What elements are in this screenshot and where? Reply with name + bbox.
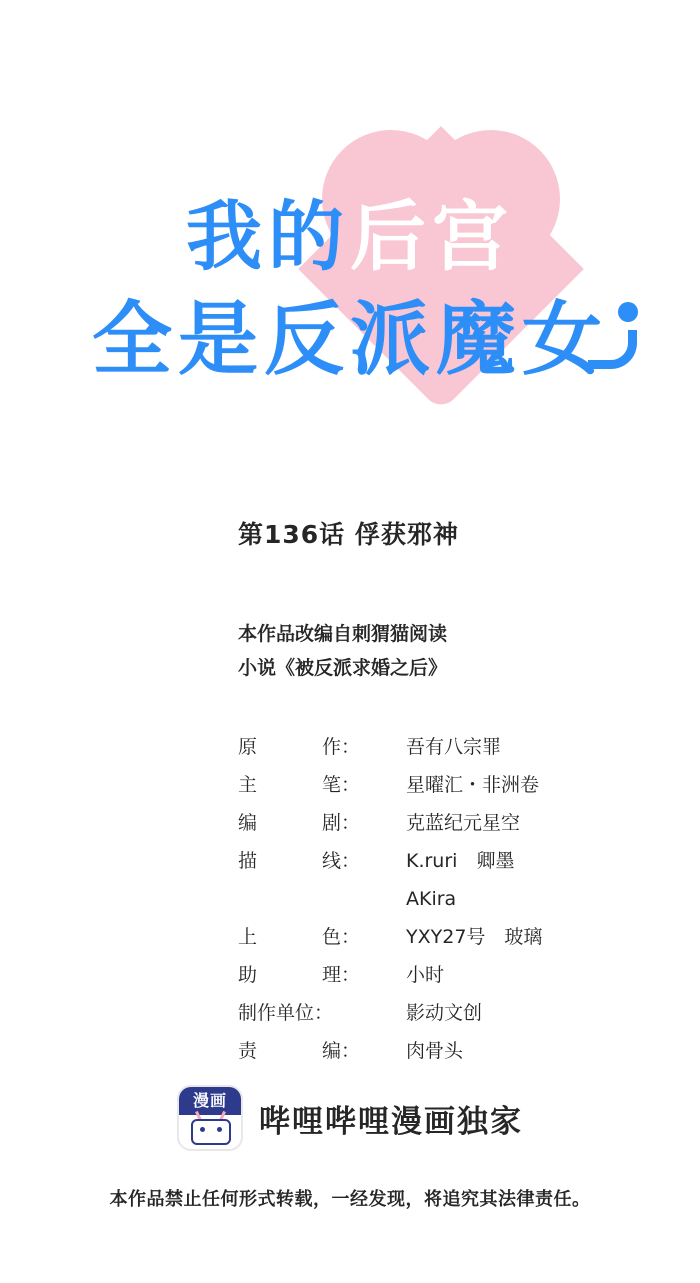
icon-label-band [179,1087,241,1115]
credit-role: 责 [238,1040,258,1062]
credit-role [238,880,322,918]
title-logo [0,120,700,420]
credit-value: 克蓝纪元星空 [406,812,521,834]
credit-value: YXY27号 玻璃 [406,926,543,948]
credit-separator: 色： [322,926,361,948]
bilibili-manga-app-icon [177,1085,243,1151]
title-line-2: 全是反派魔女 [92,293,608,386]
credit-separator [322,880,406,918]
chapter-title: 第136话 俘获邪神 [238,520,459,549]
credit-separator: 剧： [322,812,361,834]
credit-separator: 笔： [322,774,361,796]
icon-label-text: 漫画 [192,1091,227,1110]
credit-value: K.ruri 卿墨 [406,850,515,872]
icon-face [191,1119,231,1145]
credit-row [238,728,542,766]
tail-stem [588,330,637,369]
credit-row [238,918,542,956]
credit-value: 星曜汇・非洲卷 [406,774,540,796]
credit-value: 小时 [406,964,445,986]
adaptation-note [238,617,447,685]
credit-row [238,842,542,880]
credit-row [238,994,542,1032]
credit-separator [322,994,406,1032]
credit-row [238,766,542,804]
credit-value: AKira [406,888,457,910]
credit-value: 肉骨头 [406,1040,464,1062]
credit-row [238,1032,542,1070]
adaptation-line-1: 本作品改编自刺猬猫阅读 [238,623,448,645]
credit-role: 编 [238,812,258,834]
publisher-row [0,1085,700,1151]
credits-list [238,728,542,1070]
credit-role: 描 [238,850,258,872]
credit-separator: 编： [322,1040,361,1062]
credit-role: 助 [238,964,258,986]
credit-row [238,804,542,842]
adaptation-line-2: 小说《被反派求婚之后》 [238,657,448,679]
legal-notice: 本作品禁止任何形式转载，一经发现，将追究其法律责任。 [109,1189,591,1210]
credit-row [238,956,542,994]
credit-role: 原 [238,736,258,758]
credit-role: 上 [238,926,258,948]
tail-flourish-icon [588,302,646,368]
title-line-1-part2: 后宫 [350,192,514,281]
credit-role: 主 [238,774,258,796]
credit-role: 制作单位： [238,1002,334,1024]
publisher-label: 哔哩哔哩漫画独家 [259,1103,523,1140]
credit-separator: 理： [322,964,361,986]
credit-separator: 线： [322,850,361,872]
credit-value: 影动文创 [406,1002,483,1024]
title-line-1-part1: 我的 [186,192,350,281]
credit-separator: 作： [322,736,361,758]
tail-dot [618,302,638,322]
title-line-1 [0,192,700,281]
credit-value: 吾有八宗罪 [406,736,502,758]
credit-row [238,880,542,918]
